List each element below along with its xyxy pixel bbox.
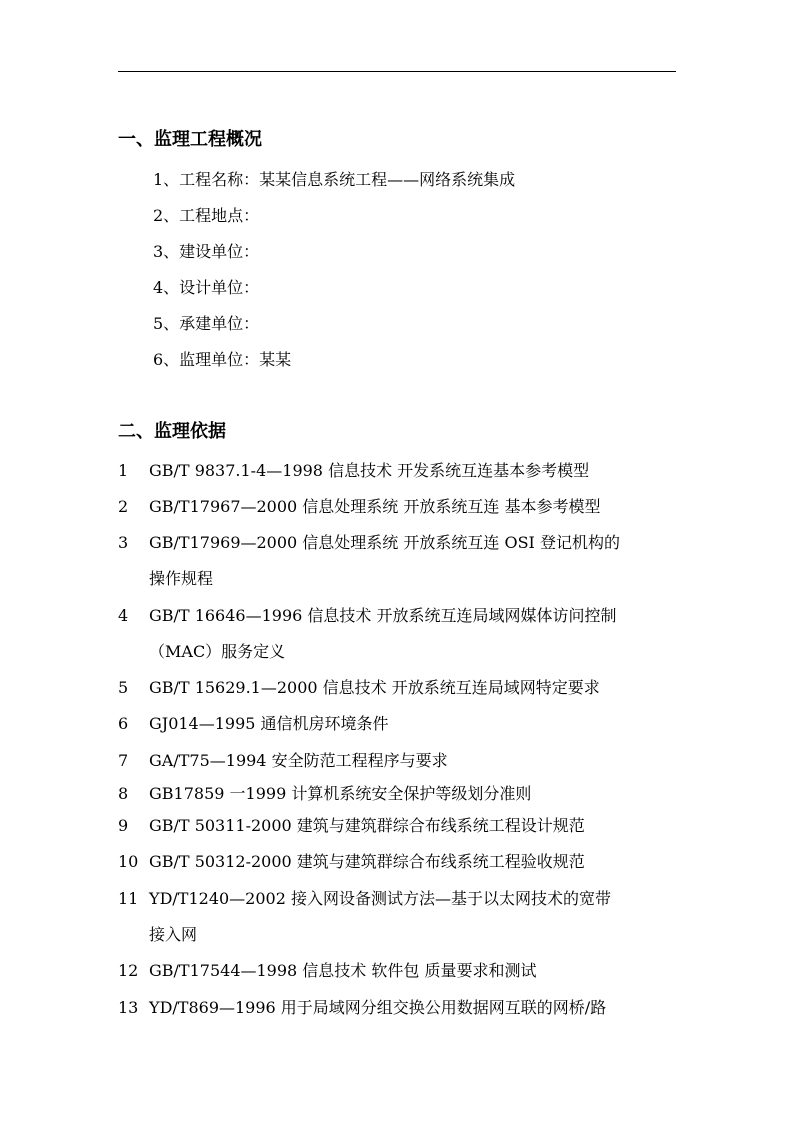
basis-item-continuation: 接入网 [149, 925, 198, 944]
basis-item-continuation: （MAC）服务定义 [149, 642, 286, 661]
basis-item-number: 5 [118, 678, 129, 697]
section-heading-basis: 二、监理依据 [118, 421, 226, 442]
basis-item-number: 11 [118, 889, 139, 908]
basis-item-text: GB/T 16646—1996 信息技术 开放系统互连局域网媒体访问控制 [149, 606, 617, 625]
basis-item-text: YD/T1240—2002 接入网设备测试方法—基于以太网技术的宽带 [149, 889, 611, 908]
basis-item-text: GB/T 50311-2000 建筑与建筑群综合布线系统工程设计规范 [149, 816, 585, 835]
header-rule [118, 71, 676, 72]
overview-item-construction-unit: 3、建设单位： [153, 242, 260, 261]
basis-item-number: 4 [118, 606, 129, 625]
basis-item-text: GB/T17969—2000 信息处理系统 开放系统互连 OSI 登记机构的 [149, 533, 620, 552]
basis-item-number: 1 [118, 461, 129, 480]
basis-item-text: GB/T 15629.1—2000 信息技术 开放系统互连局域网特定要求 [149, 678, 600, 697]
basis-item-text: YD/T869—1996 用于局域网分组交换公用数据网互联的网桥/路 [149, 998, 607, 1017]
overview-item-contractor: 5、承建单位： [153, 314, 260, 333]
basis-item-text: GB/T17967—2000 信息处理系统 开放系统互连 基本参考模型 [149, 497, 601, 516]
overview-item-supervisor: 6、监理单位：某某 [153, 350, 292, 369]
basis-item-number: 9 [118, 816, 129, 835]
basis-item-number: 6 [118, 714, 129, 733]
section-heading-overview: 一、监理工程概况 [118, 129, 262, 150]
basis-item-number: 13 [118, 998, 139, 1017]
basis-item-number: 10 [118, 852, 139, 871]
basis-item-text: GB/T17544—1998 信息技术 软件包 质量要求和测试 [149, 961, 537, 980]
basis-item-text: GA/T75—1994 安全防范工程程序与要求 [149, 751, 448, 770]
basis-item-number: 7 [118, 751, 129, 770]
overview-item-project-name: 1、工程名称：某某信息系统工程——网络系统集成 [153, 170, 516, 189]
basis-item-number: 12 [118, 961, 139, 980]
basis-item-text: GJ014—1995 通信机房环境条件 [149, 714, 389, 733]
basis-item-number: 2 [118, 497, 129, 516]
basis-item-text: GB17859 一1999 计算机系统安全保护等级划分准则 [149, 784, 532, 803]
overview-item-design-unit: 4、设计单位： [153, 278, 260, 297]
basis-item-number: 3 [118, 533, 129, 552]
basis-item-text: GB/T 50312-2000 建筑与建筑群综合布线系统工程验收规范 [149, 852, 585, 871]
basis-item-continuation: 操作规程 [149, 569, 214, 588]
basis-item-number: 8 [118, 784, 129, 803]
basis-item-text: GB/T 9837.1-4—1998 信息技术 开发系统互连基本参考模型 [149, 461, 590, 480]
overview-item-project-location: 2、工程地点： [153, 206, 260, 225]
